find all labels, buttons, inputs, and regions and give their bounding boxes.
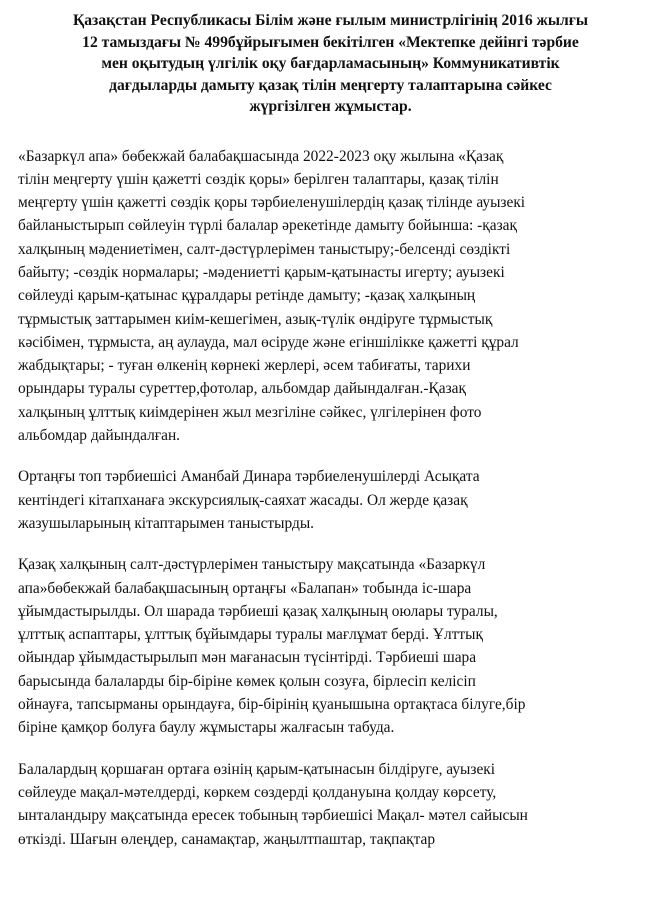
paragraph-line: орындары туралы суреттер,фотолар, альбомдар дайындалған.-Қазақ [18, 380, 466, 398]
paragraph-line: жабдықтары; - туған өлкенің көрнекі жерлері, әсем табиғаты, тарихи [18, 357, 471, 375]
paragraph-3 [18, 553, 643, 739]
paragraph-line: халқының ұлттық киімдерінен жыл мезгіліне сәйкес, үлгілерінен фото [18, 403, 482, 421]
paragraph-line: Ортаңғы топ тәрбиешісі Аманбай Динара тәрбиеленушілерді Асықата [18, 468, 480, 486]
paragraph-line: меңгерту үшін қажетті сөздік қоры тәрбиеленушілердің қазақ тілінде ауызекі [18, 194, 526, 212]
paragraph-line: жазушыларының кітаптарымен таныстырды. [18, 514, 315, 532]
paragraph-line: халқының мәдениетімен, салт-дәстүрлерімен таныстыру;-белсенді сөздікті [18, 240, 511, 258]
paragraph-2 [18, 465, 643, 535]
paragraph-line: сөйлеуді қарым-қатынас құралдары ретінде дамыту; -қазақ халқының [18, 287, 476, 305]
paragraph-line: ынталандыру мақсатында ересек тобының тәрбиешісі Мақал- мәтел сайысын [18, 807, 528, 825]
paragraph-line: ұйымдастырылды. Ол шарада тәрбиеші қазақ халқының оюлары туралы, [18, 602, 498, 620]
paragraph-line: кәсібімен, тұрмыста, аң аулауда, мал өсіруде және егіншілікке қажетті құрал [18, 333, 519, 351]
paragraph-line: сөйлеуде мақал-мәтелдерді, көркем сөздерді қолдануына қолдау көрсету, [18, 783, 497, 801]
paragraph-line: кентіндегі кітапханаға экскурсиялық-саяхат жасады. Ол жерде қазақ [18, 491, 468, 509]
paragraph-line: байыту; -сөздік нормалары; -мәдениетті қарым-қатынасты игерту; ауызекі [18, 263, 505, 281]
paragraph-line: апа»бөбекжай балабақшасының ортаңғы «Балапан» тобында іс-шара [18, 579, 472, 597]
document-body [18, 145, 643, 851]
paragraph-line: барысында балаларды бір-біріне көмек қолын созуға, бірлесіп келісіп [18, 672, 476, 690]
paragraph-line: Балалардың қоршаған ортаға өзінің қарым-қатынасын білдіруге, ауызекі [18, 760, 496, 778]
paragraph-line: өткізді. Шағын өлеңдер, санамақтар, жаңылтпаштар, тақпақтар [18, 830, 436, 848]
title-line: мен оқытудың үлгілік оқу бағдарламасының» Коммуникативтік [101, 55, 560, 72]
title-line: дағдыларды дамыту қазақ тілін меңгерту талаптарына сәйкес [109, 76, 552, 94]
paragraph-line: біріне қамқор болуға баулу жұмыстары жалғасын табуда. [18, 719, 395, 737]
paragraph-line: альбомдар дайындалған. [18, 427, 181, 445]
paragraph-line: ойындар ұйымдастырылып мән мағанасын түсінтірді. Тәрбиеші шара [18, 649, 477, 667]
paragraph-1 [18, 145, 643, 448]
paragraph-line: «Базаркүл апа» бөбекжай балабақшасында 2022-2023 оқу жылына «Қазақ [18, 147, 504, 165]
document-title [18, 10, 643, 118]
title-line: 12 тамыздағы № 499бұйрығымен бекітілген «Мектепке дейінгі тәрбие [82, 33, 579, 51]
paragraph-line: тұрмыстық заттарымен киім-кешегімен, азық-түлік өндіруге тұрмыстық [18, 310, 493, 328]
title-line: Қазақстан Республикасы Білім және ғылым министрлігінің 2016 жылғы [72, 12, 589, 29]
paragraph-4 [18, 758, 643, 851]
paragraph-line: тілін меңгерту үшін қажетті сөздік қоры» берілген талаптары, қазақ тілін [18, 170, 499, 188]
paragraph-line: ойнауға, тапсырманы орындауға, бір-бірінің қуанышына ортақтаса білуге,бір [18, 696, 526, 714]
paragraph-line: ұлттық аспаптары, ұлттық бұйымдары туралы мағлұмат берді. Ұлттық [18, 626, 483, 644]
title-line: жүргізілген жұмыстар. [249, 98, 412, 115]
paragraph-line: Қазақ халқының салт-дәстүрлерімен таныстыру мақсатында «Базаркүл [18, 556, 486, 574]
paragraph-line: байланыстырып сөйлеуін түрлі балалар әрекетінде дамыту бойынша: -қазақ [18, 217, 517, 235]
